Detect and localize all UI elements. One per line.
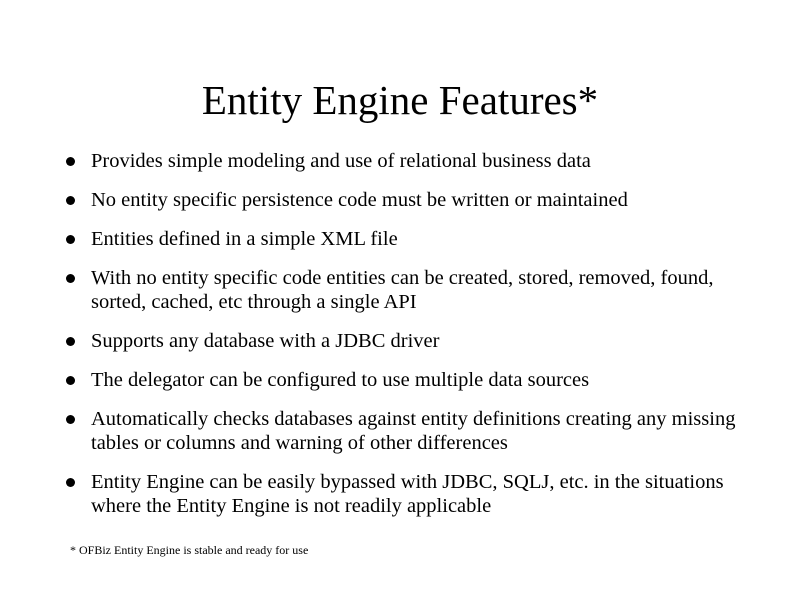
bullet-dot-icon bbox=[66, 337, 75, 346]
bullet-text: With no entity specific code entities can be created, stored, removed, found, sorted, cached, etc through a single API bbox=[91, 267, 714, 313]
bullet-text: The delegator can be configured to use multiple data sources bbox=[91, 369, 590, 391]
slide-title: Entity Engine Features* bbox=[201, 77, 599, 123]
bullet-item bbox=[64, 470, 744, 518]
bullet-text: Entity Engine can be easily bypassed with JDBC, SQLJ, etc. in the situations where the Entity Engine is not readily applicable bbox=[91, 471, 724, 517]
bullet-item bbox=[64, 266, 744, 314]
bullet-item bbox=[64, 149, 744, 173]
bullet-dot-icon bbox=[66, 415, 75, 424]
bullet-dot-icon bbox=[66, 478, 75, 487]
bullet-item bbox=[64, 407, 744, 455]
bullet-dot-icon bbox=[66, 196, 75, 205]
bullet-text: Automatically checks databases against entity definitions creating any missing tables or columns and warning of other differences bbox=[91, 408, 736, 454]
bullet-item bbox=[64, 368, 744, 392]
bullet-dot-icon bbox=[66, 157, 75, 166]
bullet-text: Supports any database with a JDBC driver bbox=[91, 330, 440, 352]
bullet-text: Entities defined in a simple XML file bbox=[91, 228, 398, 250]
bullet-dot-icon bbox=[66, 235, 75, 244]
footnote: * OFBiz Entity Engine is stable and ready for use bbox=[70, 543, 309, 557]
bullet-item bbox=[64, 329, 744, 353]
bullet-dot-icon bbox=[66, 274, 75, 283]
bullet-text: Provides simple modeling and use of relational business data bbox=[91, 150, 591, 172]
bullet-item bbox=[64, 227, 744, 251]
bullet-list bbox=[64, 149, 744, 533]
bullet-dot-icon bbox=[66, 376, 75, 385]
bullet-text: No entity specific persistence code must be written or maintained bbox=[91, 189, 628, 211]
bullet-item bbox=[64, 188, 744, 212]
